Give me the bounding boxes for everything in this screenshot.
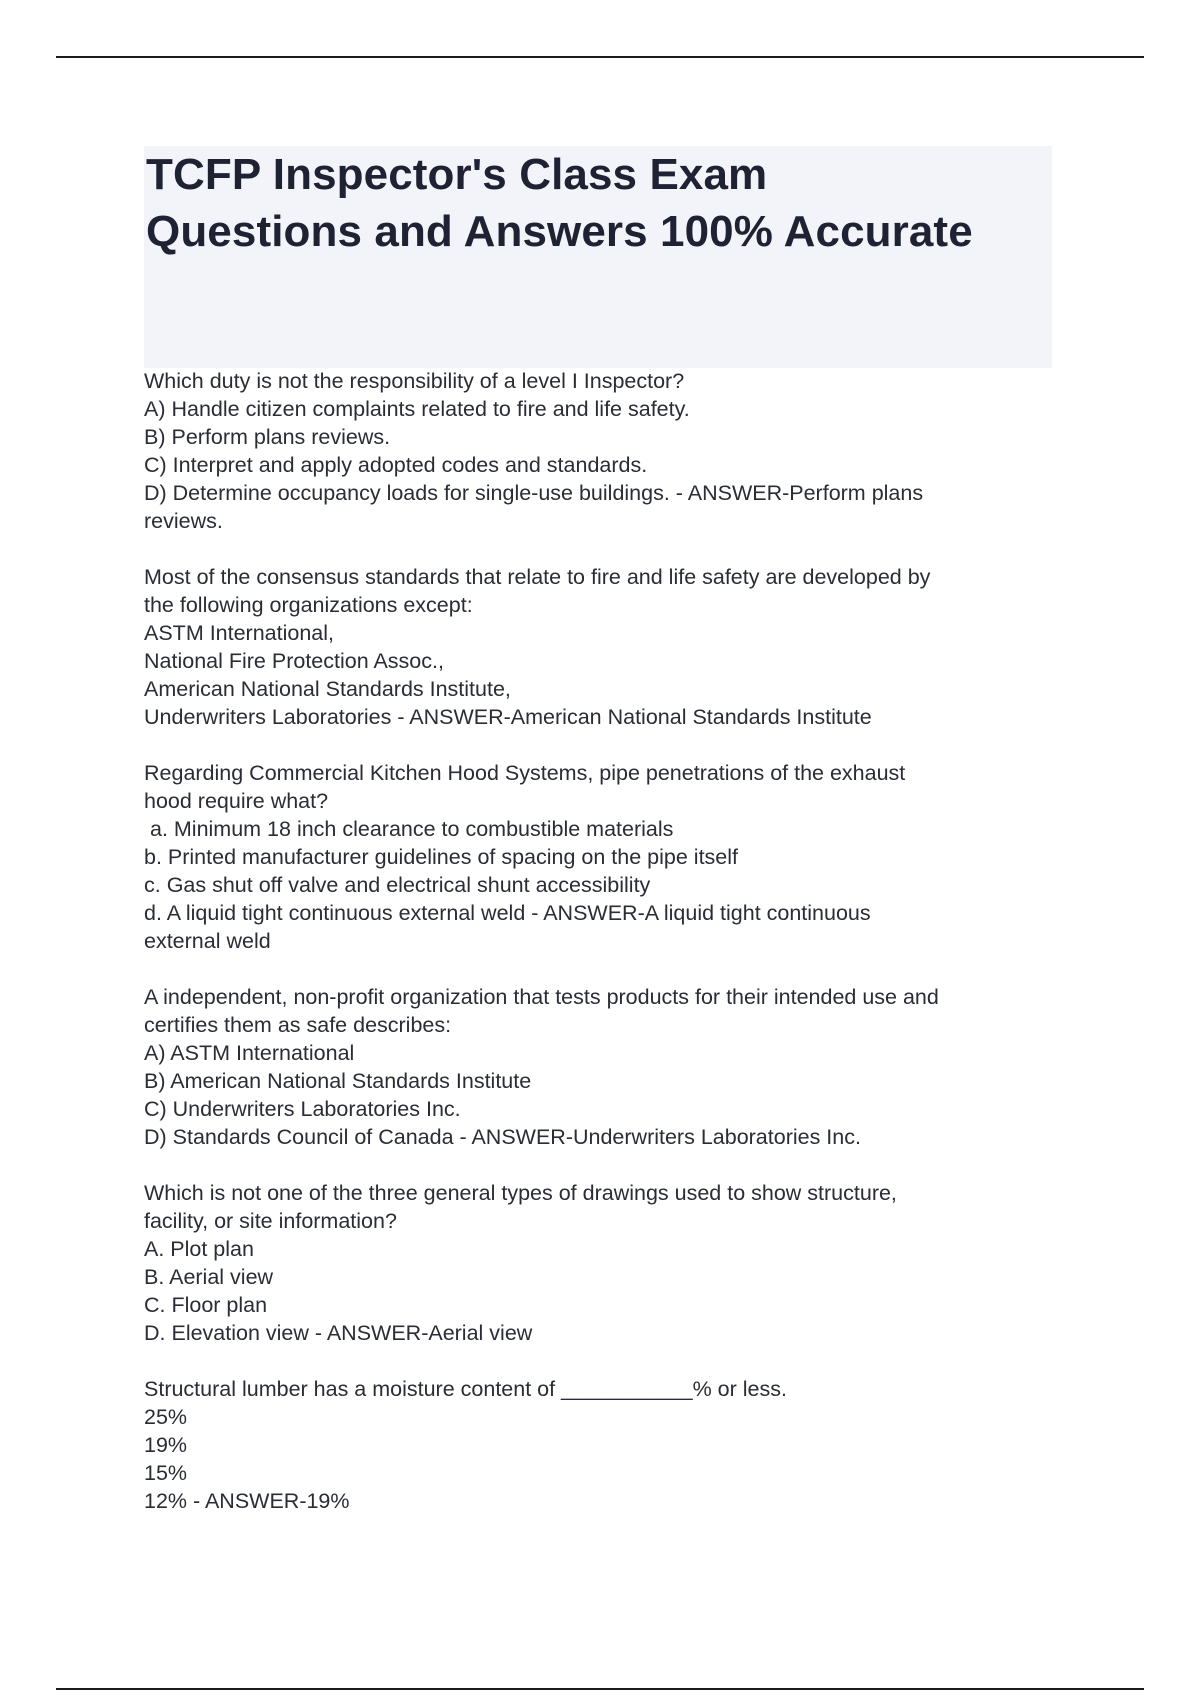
option-line: 15% bbox=[144, 1461, 188, 1485]
title-line-2: Questions and Answers 100% Accurate bbox=[146, 207, 973, 256]
option-line: C. Floor plan bbox=[144, 1293, 268, 1317]
option-line: a. Minimum 18 inch clearance to combustible materials bbox=[144, 817, 674, 841]
option-line: b. Printed manufacturer guidelines of spacing on the pipe itself bbox=[144, 845, 739, 869]
option-answer-line: D. Elevation view - ANSWER-Aerial view bbox=[144, 1321, 533, 1345]
option-answer-line: D) Standards Council of Canada - ANSWER-Underwriters Laboratories Inc. bbox=[144, 1125, 861, 1149]
title-line-1: TCFP Inspector's Class Exam bbox=[146, 150, 768, 199]
answer-line: external weld bbox=[144, 929, 271, 953]
option-line: A) Handle citizen complaints related to fire and life safety. bbox=[144, 397, 690, 421]
question-block bbox=[144, 1375, 1054, 1515]
option-line: B) Perform plans reviews. bbox=[144, 425, 391, 449]
option-answer-line: 12% - ANSWER-19% bbox=[144, 1489, 350, 1513]
question-line: Which duty is not the responsibility of a level I Inspector? bbox=[144, 369, 685, 393]
option-answer-line: Underwriters Laboratories - ANSWER-American National Standards Institute bbox=[144, 705, 872, 729]
question-line: Regarding Commercial Kitchen Hood Systems, pipe penetrations of the exhaust bbox=[144, 761, 906, 785]
option-line: C) Interpret and apply adopted codes and standards. bbox=[144, 453, 648, 477]
option-line: A. Plot plan bbox=[144, 1237, 254, 1261]
option-line: 19% bbox=[144, 1433, 188, 1457]
question-block bbox=[144, 563, 1054, 731]
question-block bbox=[144, 1179, 1054, 1347]
option-line: American National Standards Institute, bbox=[144, 677, 511, 701]
option-line: ASTM International, bbox=[144, 621, 335, 645]
option-line: C) Underwriters Laboratories Inc. bbox=[144, 1097, 461, 1121]
option-line: c. Gas shut off valve and electrical shunt accessibility bbox=[144, 873, 651, 897]
question-list bbox=[144, 367, 1054, 1543]
option-answer-line: d. A liquid tight continuous external weld - ANSWER-A liquid tight continuous bbox=[144, 901, 871, 925]
question-block bbox=[144, 367, 1054, 535]
question-block bbox=[144, 983, 1054, 1151]
option-line: National Fire Protection Assoc., bbox=[144, 649, 444, 673]
question-line: the following organizations except: bbox=[144, 593, 473, 617]
option-line: 25% bbox=[144, 1405, 188, 1429]
option-line: A) ASTM International bbox=[144, 1041, 355, 1065]
option-answer-line: D) Determine occupancy loads for single-use buildings. - ANSWER-Perform plans bbox=[144, 481, 924, 505]
header-rule bbox=[56, 56, 1144, 58]
question-line: Most of the consensus standards that relate to fire and life safety are developed by bbox=[144, 565, 931, 589]
footer-rule bbox=[56, 1688, 1144, 1690]
question-block bbox=[144, 759, 1054, 955]
document-title bbox=[144, 146, 1052, 260]
question-line: certifies them as safe describes: bbox=[144, 1013, 452, 1037]
question-line: hood require what? bbox=[144, 789, 329, 813]
option-line: B. Aerial view bbox=[144, 1265, 274, 1289]
question-line: facility, or site information? bbox=[144, 1209, 397, 1233]
question-line: A independent, non-profit organization that tests products for their intended use and bbox=[144, 985, 939, 1009]
option-line: B) American National Standards Institute bbox=[144, 1069, 532, 1093]
title-block bbox=[144, 146, 1052, 368]
question-line: Which is not one of the three general types of drawings used to show structure, bbox=[144, 1181, 897, 1205]
question-line: Structural lumber has a moisture content of ___________% or less. bbox=[144, 1377, 787, 1401]
answer-line: reviews. bbox=[144, 509, 223, 533]
